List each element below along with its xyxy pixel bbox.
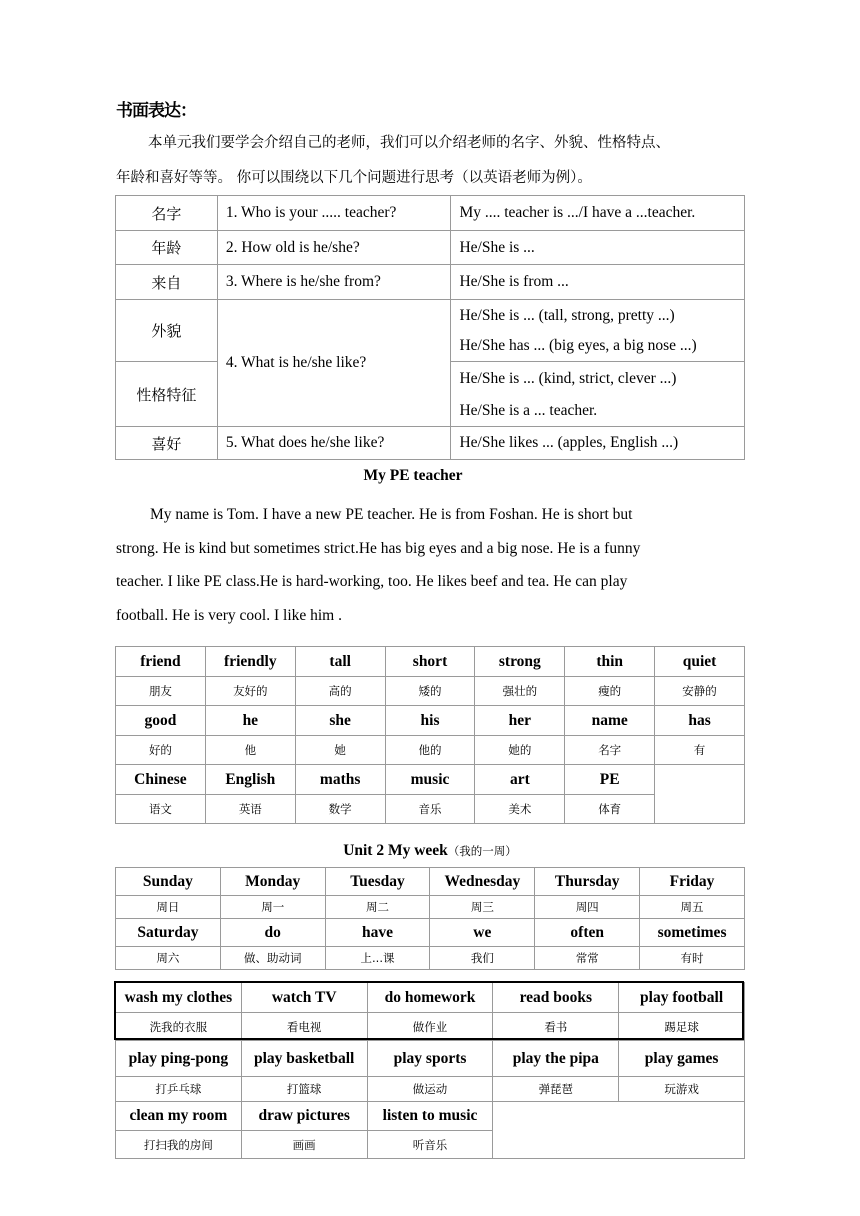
week-word: have: [325, 919, 430, 947]
vocab-word: tall: [295, 647, 385, 677]
vocab-word: good: [116, 706, 206, 736]
vocab-meaning: 美术: [475, 795, 565, 824]
intro-line-1: 本单元我们要学会介绍自己的老师，我们可以介绍老师的名字、外貌、性格特点、: [148, 135, 670, 151]
unit-title: [115, 842, 745, 860]
unit-title-en: Unit 2 My week: [343, 842, 448, 859]
week-word: Tuesday: [325, 868, 430, 896]
vocab-meaning: 语文: [116, 795, 206, 824]
vocab-word: has: [655, 706, 745, 736]
activity-meaning: 打篮球: [241, 1077, 367, 1102]
week-word: Sunday: [116, 868, 221, 896]
vocab-meaning: 有: [655, 736, 745, 765]
activity-phrase: clean my room: [116, 1102, 242, 1131]
activity-meaning: 洗我的衣服: [116, 1013, 242, 1041]
vocab-word: quiet: [655, 647, 745, 677]
vocab-meaning: 矮的: [385, 677, 475, 706]
vocab-word: English: [205, 765, 295, 795]
activity-phrase: read books: [493, 983, 619, 1013]
activity-phrase: play basketball: [241, 1041, 367, 1077]
unit-title-cn: （我的一周）: [447, 844, 517, 858]
answer-character-2: He/She is a ... teacher.: [459, 402, 598, 419]
week-table: [115, 867, 745, 970]
week-meaning: 有时: [640, 947, 745, 970]
vocab-table: [115, 646, 745, 824]
week-meaning: 周二: [325, 896, 430, 919]
activity-meaning: 看书: [493, 1013, 619, 1041]
label-looks: 外貌: [116, 300, 218, 362]
vocab-word: music: [385, 765, 475, 795]
vocab-meaning: 高的: [295, 677, 385, 706]
vocab-word: his: [385, 706, 475, 736]
vocab-empty-cell: [655, 765, 745, 824]
vocab-word: strong: [475, 647, 565, 677]
intro-table: [115, 195, 745, 460]
week-word: Thursday: [535, 868, 640, 896]
answer-hobby: He/She likes ... (apples, English ...): [451, 427, 745, 460]
answer-name: My .... teacher is .../I have a ...teacher.: [451, 196, 745, 231]
question-from: 3. Where is he/she from?: [217, 265, 451, 300]
essay-line: football. He is very cool. I like him .: [116, 606, 342, 624]
vocab-word: she: [295, 706, 385, 736]
activity-phrase: watch TV: [241, 983, 367, 1013]
activity-meaning: 听音乐: [367, 1131, 493, 1159]
label-character: 性格特征: [116, 362, 218, 427]
essay-line: My name is Tom. I have a new PE teacher. He is from Foshan. He is short but: [150, 506, 633, 523]
vocab-word: art: [475, 765, 565, 795]
week-word: Wednesday: [430, 868, 535, 896]
answer-character: [451, 362, 745, 427]
week-word: Friday: [640, 868, 745, 896]
question-like: 4. What is he/she like?: [217, 300, 451, 427]
week-meaning: 周日: [116, 896, 221, 919]
week-meaning: 周六: [116, 947, 221, 970]
vocab-meaning: 英语: [205, 795, 295, 824]
vocab-meaning: 她的: [475, 736, 565, 765]
vocab-meaning: 朋友: [116, 677, 206, 706]
vocab-meaning: 友好的: [205, 677, 295, 706]
week-word: often: [535, 919, 640, 947]
essay: [116, 498, 756, 632]
activity-meaning: 打乒乓球: [116, 1077, 242, 1102]
week-word: sometimes: [640, 919, 745, 947]
week-word: Monday: [220, 868, 325, 896]
vocab-word: friend: [116, 647, 206, 677]
vocab-meaning: 名字: [565, 736, 655, 765]
vocab-meaning: 她: [295, 736, 385, 765]
week-meaning: 做、助动词: [220, 947, 325, 970]
vocab-word: maths: [295, 765, 385, 795]
week-meaning: 周五: [640, 896, 745, 919]
week-word: we: [430, 919, 535, 947]
answer-from: He/She is from ...: [451, 265, 745, 300]
week-meaning: 周一: [220, 896, 325, 919]
vocab-meaning: 他: [205, 736, 295, 765]
week-meaning: 常常: [535, 947, 640, 970]
activity-phrase: play games: [619, 1041, 745, 1077]
week-word: Saturday: [116, 919, 221, 947]
activity-phrase: listen to music: [367, 1102, 493, 1131]
intro-line-2: 年龄和喜好等等。 你可以围绕以下几个问题进行思考（以英语老师为例）。: [116, 170, 592, 186]
week-meaning: 我们: [430, 947, 535, 970]
heading: 书面表达：: [116, 101, 196, 121]
activity-meaning: 做作业: [367, 1013, 493, 1041]
essay-line: strong. He is kind but sometimes strict.He has big eyes and a big nose. He is a funny: [116, 539, 641, 557]
answer-looks-2: He/She has ... (big eyes, a big nose ...): [459, 336, 697, 354]
essay-title: My PE teacher: [363, 467, 463, 484]
activity-meaning: 做运动: [367, 1077, 493, 1102]
answer-looks-1: He/She is ... (tall, strong, pretty ...): [459, 306, 675, 324]
activity-phrase: wash my clothes: [116, 983, 242, 1013]
vocab-meaning: 瘦的: [565, 677, 655, 706]
answer-age: He/She is ...: [451, 231, 745, 265]
label-age: 年龄: [116, 231, 218, 265]
activity-phrase: play football: [619, 983, 745, 1013]
vocab-word: short: [385, 647, 475, 677]
label-hobby: 喜好: [116, 427, 218, 460]
vocab-meaning: 他的: [385, 736, 475, 765]
question-hobby: 5. What does he/she like?: [217, 427, 451, 460]
activity-meaning: 玩游戏: [619, 1077, 745, 1102]
activity-empty-cell: [493, 1102, 745, 1159]
vocab-word: PE: [565, 765, 655, 795]
activity-phrase: play the pipa: [493, 1041, 619, 1077]
activity-meaning: 看电视: [241, 1013, 367, 1041]
vocab-word: Chinese: [116, 765, 206, 795]
activities-table: [115, 982, 745, 1159]
activity-meaning: 踢足球: [619, 1013, 745, 1041]
answer-character-1: He/She is ... (kind, strict, clever ...): [459, 370, 677, 387]
vocab-meaning: 音乐: [385, 795, 475, 824]
vocab-meaning: 好的: [116, 736, 206, 765]
activity-phrase: do homework: [367, 983, 493, 1013]
activity-phrase: draw pictures: [241, 1102, 367, 1131]
question-age: 2. How old is he/she?: [217, 231, 451, 265]
week-meaning: 上...课: [325, 947, 430, 970]
week-meaning: 周三: [430, 896, 535, 919]
week-word: do: [220, 919, 325, 947]
activity-meaning: 打扫我的房间: [116, 1131, 242, 1159]
activity-phrase: play sports: [367, 1041, 493, 1077]
vocab-meaning: 数学: [295, 795, 385, 824]
vocab-word: he: [205, 706, 295, 736]
vocab-meaning: 安静的: [655, 677, 745, 706]
label-name: 名字: [116, 196, 218, 231]
activity-phrase: play ping-pong: [116, 1041, 242, 1077]
vocab-word: thin: [565, 647, 655, 677]
vocab-word: name: [565, 706, 655, 736]
vocab-meaning: 体育: [565, 795, 655, 824]
vocab-meaning: 强壮的: [475, 677, 565, 706]
week-meaning: 周四: [535, 896, 640, 919]
essay-line: teacher. I like PE class.He is hard-working, too. He likes beef and tea. He can play: [116, 573, 628, 591]
label-from: 来自: [116, 265, 218, 300]
answer-looks: [451, 300, 745, 362]
vocab-word: friendly: [205, 647, 295, 677]
question-name: 1. Who is your ..... teacher?: [217, 196, 451, 231]
activity-meaning: 画画: [241, 1131, 367, 1159]
activity-meaning: 弹琵琶: [493, 1077, 619, 1102]
vocab-word: her: [475, 706, 565, 736]
